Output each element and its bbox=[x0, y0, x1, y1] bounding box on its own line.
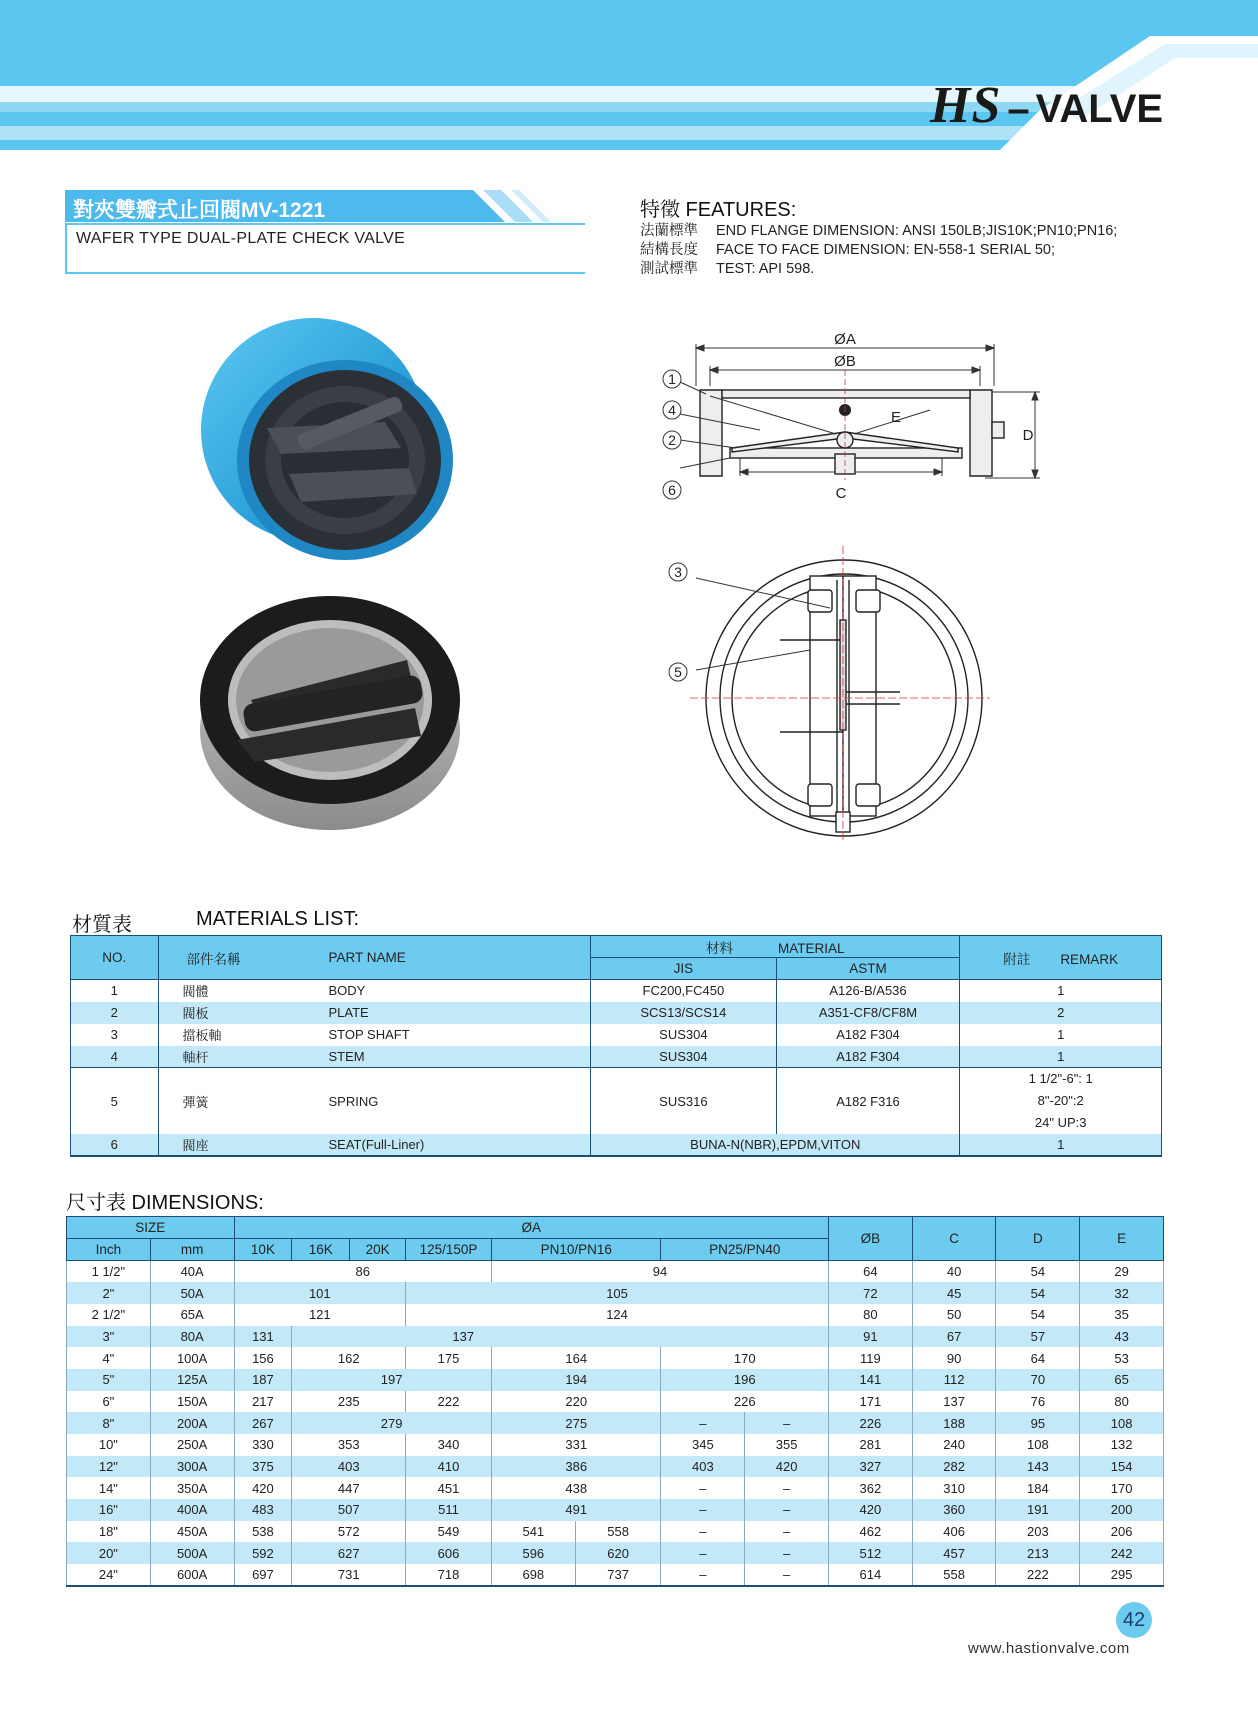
table-cell: 450A bbox=[150, 1521, 234, 1543]
table-cell: 5" bbox=[67, 1369, 151, 1391]
table-cell: 12" bbox=[67, 1456, 151, 1478]
table-cell: 606 bbox=[406, 1542, 492, 1564]
table-cell: – bbox=[661, 1542, 745, 1564]
table-cell: 20" bbox=[67, 1542, 151, 1564]
table-cell: 310 bbox=[912, 1477, 996, 1499]
table-cell: 164 bbox=[491, 1347, 661, 1369]
col-header-e: E bbox=[1080, 1217, 1164, 1261]
table-cell: 451 bbox=[406, 1477, 492, 1499]
table-row: 4 軸杆 STEM SUS304 A182 F304 1 bbox=[71, 1046, 1162, 1068]
table-cell: 483 bbox=[234, 1499, 292, 1521]
table-cell: 538 bbox=[234, 1521, 292, 1543]
table-row: 2 閥板 PLATE SCS13/SCS14 A351-CF8/CF8M 2 bbox=[71, 1002, 1162, 1024]
table-cell: 80A bbox=[150, 1326, 234, 1348]
table-cell: 226 bbox=[829, 1412, 913, 1434]
callout-3: 3 bbox=[674, 564, 682, 580]
table-cell: 162 bbox=[292, 1347, 406, 1369]
col-header-10k: 10K bbox=[234, 1239, 292, 1261]
table-cell: 331 bbox=[491, 1434, 661, 1456]
table-cell: 203 bbox=[996, 1521, 1080, 1543]
table-cell: 40 bbox=[912, 1261, 996, 1283]
table-cell: 70 bbox=[996, 1369, 1080, 1391]
table-cell: 131 bbox=[234, 1326, 292, 1348]
table-cell: 718 bbox=[406, 1564, 492, 1586]
table-row bbox=[67, 1391, 1164, 1413]
table-cell: 226 bbox=[661, 1391, 829, 1413]
table-cell: 731 bbox=[292, 1564, 406, 1586]
table-cell: 620 bbox=[575, 1542, 661, 1564]
table-cell: 420 bbox=[829, 1499, 913, 1521]
table-row bbox=[67, 1282, 1164, 1304]
col-header-mm: mm bbox=[150, 1239, 234, 1261]
table-cell: 572 bbox=[292, 1521, 406, 1543]
table-cell: 132 bbox=[1080, 1434, 1164, 1456]
table-cell: 105 bbox=[406, 1282, 829, 1304]
table-cell: 330 bbox=[234, 1434, 292, 1456]
table-cell: 175 bbox=[406, 1347, 492, 1369]
table-cell: 386 bbox=[491, 1456, 661, 1478]
table-cell: 54 bbox=[996, 1261, 1080, 1283]
table-row bbox=[67, 1369, 1164, 1391]
table-cell: 50A bbox=[150, 1282, 234, 1304]
table-cell: 4" bbox=[67, 1347, 151, 1369]
table-cell: 150A bbox=[150, 1391, 234, 1413]
table-cell: 698 bbox=[491, 1564, 575, 1586]
table-cell: 196 bbox=[661, 1369, 829, 1391]
table-cell: 737 bbox=[575, 1564, 661, 1586]
table-row: 3 擋板軸 STOP SHAFT SUS304 A182 F304 1 bbox=[71, 1024, 1162, 1046]
dim-label-e: E bbox=[890, 409, 902, 426]
table-cell: 124 bbox=[406, 1304, 829, 1326]
table-cell: 222 bbox=[406, 1391, 492, 1413]
table-cell: 72 bbox=[829, 1282, 913, 1304]
col-header-c: C bbox=[912, 1217, 996, 1261]
col-header-remark: 附註 REMARK bbox=[960, 936, 1162, 980]
col-header-pn10-pn16: PN10/PN16 bbox=[491, 1239, 661, 1261]
valve-photo-black bbox=[195, 590, 465, 840]
table-cell: 108 bbox=[1080, 1412, 1164, 1434]
table-cell: 141 bbox=[829, 1369, 913, 1391]
table-cell: 108 bbox=[996, 1434, 1080, 1456]
table-cell: 592 bbox=[234, 1542, 292, 1564]
table-cell: 197 bbox=[292, 1369, 492, 1391]
table-cell: 194 bbox=[491, 1369, 661, 1391]
table-cell: – bbox=[661, 1499, 745, 1521]
table-cell: 213 bbox=[996, 1542, 1080, 1564]
table-cell: 512 bbox=[829, 1542, 913, 1564]
table-cell: 400A bbox=[150, 1499, 234, 1521]
table-cell: 16" bbox=[67, 1499, 151, 1521]
table-cell: 64 bbox=[996, 1347, 1080, 1369]
col-header-16k: 16K bbox=[292, 1239, 350, 1261]
table-row bbox=[67, 1456, 1164, 1478]
table-cell: 282 bbox=[912, 1456, 996, 1478]
col-header-jis: JIS bbox=[591, 958, 776, 980]
table-cell: 137 bbox=[292, 1326, 829, 1348]
table-cell: 24" bbox=[67, 1564, 151, 1586]
col-header-d: D bbox=[996, 1217, 1080, 1261]
table-cell: 240 bbox=[912, 1434, 996, 1456]
brand-dash: – bbox=[1007, 87, 1030, 131]
front-view-drawing bbox=[660, 540, 990, 840]
table-cell: 188 bbox=[912, 1412, 996, 1434]
callout-5: 5 bbox=[674, 664, 682, 680]
col-header-oa: ØA bbox=[234, 1217, 829, 1239]
dim-label-d: D bbox=[1022, 427, 1034, 444]
table-cell: 462 bbox=[829, 1521, 913, 1543]
feature-item: 法蘭標準 END FLANGE DIMENSION: ANSI 150LB;JIS10K;PN10;PN16; bbox=[640, 223, 1118, 239]
col-header-material: 材料 MATERIAL bbox=[591, 936, 960, 958]
table-cell: 457 bbox=[912, 1542, 996, 1564]
table-cell: 355 bbox=[745, 1434, 829, 1456]
table-row bbox=[67, 1347, 1164, 1369]
table-cell: 600A bbox=[150, 1564, 234, 1586]
table-cell: 206 bbox=[1080, 1521, 1164, 1543]
table-cell: – bbox=[661, 1477, 745, 1499]
table-cell: 549 bbox=[406, 1521, 492, 1543]
table-cell: 76 bbox=[996, 1391, 1080, 1413]
table-cell: 64 bbox=[829, 1261, 913, 1283]
brand-valve: VALVE bbox=[1035, 87, 1164, 131]
table-cell: 345 bbox=[661, 1434, 745, 1456]
table-cell: 558 bbox=[575, 1521, 661, 1543]
table-cell: 1 1/2" bbox=[67, 1261, 151, 1283]
table-cell: – bbox=[661, 1521, 745, 1543]
table-cell: – bbox=[745, 1542, 829, 1564]
table-cell: – bbox=[661, 1412, 745, 1434]
features-heading: 特徵 FEATURES: bbox=[640, 199, 797, 221]
col-header-pn25-pn40: PN25/PN40 bbox=[661, 1239, 829, 1261]
valve-photo-blue bbox=[195, 310, 465, 570]
table-cell: 100A bbox=[150, 1347, 234, 1369]
table-cell: – bbox=[745, 1521, 829, 1543]
table-row bbox=[67, 1434, 1164, 1456]
table-row bbox=[67, 1521, 1164, 1543]
callout-6: 6 bbox=[668, 482, 676, 498]
table-cell: 438 bbox=[491, 1477, 661, 1499]
table-cell: 86 bbox=[234, 1261, 491, 1283]
col-header-20k: 20K bbox=[350, 1239, 406, 1261]
brand-logo bbox=[930, 76, 1163, 135]
table-cell: 91 bbox=[829, 1326, 913, 1348]
table-cell: 8" bbox=[67, 1412, 151, 1434]
table-cell: 2" bbox=[67, 1282, 151, 1304]
callout-2: 2 bbox=[668, 432, 676, 448]
brand-hs: HS bbox=[930, 77, 1002, 134]
table-cell: 29 bbox=[1080, 1261, 1164, 1283]
table-cell: 500A bbox=[150, 1542, 234, 1564]
table-cell: 403 bbox=[292, 1456, 406, 1478]
table-cell: 14" bbox=[67, 1477, 151, 1499]
table-cell: – bbox=[745, 1564, 829, 1586]
table-cell: 410 bbox=[406, 1456, 492, 1478]
table-cell: 65A bbox=[150, 1304, 234, 1326]
feature-item: 結構長度 FACE TO FACE DIMENSION: EN-558-1 SERIAL 50; bbox=[640, 242, 1055, 258]
table-cell: 627 bbox=[292, 1542, 406, 1564]
table-cell: 171 bbox=[829, 1391, 913, 1413]
product-title-english: WAFER TYPE DUAL-PLATE CHECK VALVE bbox=[76, 230, 406, 247]
table-cell: 35 bbox=[1080, 1304, 1164, 1326]
table-cell: 18" bbox=[67, 1521, 151, 1543]
table-cell: 101 bbox=[234, 1282, 406, 1304]
table-cell: 350A bbox=[150, 1477, 234, 1499]
table-cell: 267 bbox=[234, 1412, 292, 1434]
table-cell: 403 bbox=[661, 1456, 745, 1478]
table-cell: 327 bbox=[829, 1456, 913, 1478]
table-cell: 184 bbox=[996, 1477, 1080, 1499]
table-cell: 53 bbox=[1080, 1347, 1164, 1369]
materials-heading-en: MATERIALS LIST: bbox=[196, 908, 360, 930]
table-cell: 121 bbox=[234, 1304, 406, 1326]
col-header-size: SIZE bbox=[67, 1217, 235, 1239]
table-cell: 54 bbox=[996, 1282, 1080, 1304]
table-cell: 242 bbox=[1080, 1542, 1164, 1564]
dimensions-heading: 尺寸表 DIMENSIONS: bbox=[66, 1192, 264, 1214]
dimensions-table bbox=[66, 1216, 1164, 1587]
table-row bbox=[67, 1412, 1164, 1434]
table-cell: 112 bbox=[912, 1369, 996, 1391]
table-cell: 275 bbox=[491, 1412, 661, 1434]
table-cell: 200A bbox=[150, 1412, 234, 1434]
product-title-chinese: 對夾雙瓣式止回閥MV-1221 bbox=[73, 199, 326, 222]
table-cell: 491 bbox=[491, 1499, 661, 1521]
callout-1: 1 bbox=[668, 371, 676, 387]
table-cell: 420 bbox=[745, 1456, 829, 1478]
table-row bbox=[67, 1477, 1164, 1499]
materials-table bbox=[70, 935, 1162, 1157]
table-row bbox=[67, 1542, 1164, 1564]
table-cell: 511 bbox=[406, 1499, 492, 1521]
col-header-125-150p: 125/150P bbox=[406, 1239, 492, 1261]
col-header-no: NO. bbox=[71, 936, 159, 980]
table-row bbox=[67, 1564, 1164, 1586]
table-cell: 6" bbox=[67, 1391, 151, 1413]
table-cell: 57 bbox=[996, 1326, 1080, 1348]
table-cell: 406 bbox=[912, 1521, 996, 1543]
table-cell: 170 bbox=[661, 1347, 829, 1369]
table-cell: 80 bbox=[1080, 1391, 1164, 1413]
table-cell: 507 bbox=[292, 1499, 406, 1521]
table-cell: 362 bbox=[829, 1477, 913, 1499]
table-cell: 2 1/2" bbox=[67, 1304, 151, 1326]
table-cell: 420 bbox=[234, 1477, 292, 1499]
table-cell: – bbox=[745, 1412, 829, 1434]
table-cell: 67 bbox=[912, 1326, 996, 1348]
table-cell: 300A bbox=[150, 1456, 234, 1478]
table-cell: 94 bbox=[491, 1261, 828, 1283]
table-row: 1 閥體 BODY FC200,FC450 A126-B/A536 1 bbox=[71, 980, 1162, 1002]
table-cell: 3" bbox=[67, 1326, 151, 1348]
table-cell: 250A bbox=[150, 1434, 234, 1456]
table-row bbox=[67, 1304, 1164, 1326]
table-cell: 143 bbox=[996, 1456, 1080, 1478]
materials-heading-cn: 材質表 bbox=[72, 914, 132, 936]
table-cell: 50 bbox=[912, 1304, 996, 1326]
col-header-ob: ØB bbox=[829, 1217, 913, 1261]
table-cell: 558 bbox=[912, 1564, 996, 1586]
callout-4: 4 bbox=[668, 402, 676, 418]
table-cell: 614 bbox=[829, 1564, 913, 1586]
table-cell: 54 bbox=[996, 1304, 1080, 1326]
table-cell: 200 bbox=[1080, 1499, 1164, 1521]
table-cell: 156 bbox=[234, 1347, 292, 1369]
table-cell: 295 bbox=[1080, 1564, 1164, 1586]
table-cell: 353 bbox=[292, 1434, 406, 1456]
table-row: 6 閥座 SEAT(Full-Liner) BUNA-N(NBR),EPDM,VITON 1 bbox=[71, 1134, 1162, 1156]
col-header-part-en: PART NAME bbox=[241, 936, 591, 980]
website-link[interactable]: www.hastionvalve.com bbox=[968, 1640, 1130, 1657]
table-cell: 235 bbox=[292, 1391, 406, 1413]
col-header-astm: ASTM bbox=[776, 958, 960, 980]
table-cell: 10" bbox=[67, 1434, 151, 1456]
table-cell: 541 bbox=[491, 1521, 575, 1543]
table-cell: – bbox=[745, 1499, 829, 1521]
col-header-inch: Inch bbox=[67, 1239, 151, 1261]
table-cell: 340 bbox=[406, 1434, 492, 1456]
table-cell: 222 bbox=[996, 1564, 1080, 1586]
table-cell: 220 bbox=[491, 1391, 661, 1413]
table-cell: – bbox=[661, 1564, 745, 1586]
table-cell: – bbox=[745, 1477, 829, 1499]
table-cell: 80 bbox=[829, 1304, 913, 1326]
table-row bbox=[67, 1261, 1164, 1283]
table-cell: 137 bbox=[912, 1391, 996, 1413]
table-cell: 360 bbox=[912, 1499, 996, 1521]
table-cell: 40A bbox=[150, 1261, 234, 1283]
table-cell: 43 bbox=[1080, 1326, 1164, 1348]
table-cell: 154 bbox=[1080, 1456, 1164, 1478]
table-cell: 191 bbox=[996, 1499, 1080, 1521]
table-cell: 119 bbox=[829, 1347, 913, 1369]
col-header-part-cn: 部件名稱 bbox=[158, 936, 241, 980]
table-cell: 697 bbox=[234, 1564, 292, 1586]
table-row: 5 彈簧 SPRING SUS316 A182 F316 1 1/2"-6": 1 8"-20":2 24" UP:3 bbox=[71, 1068, 1162, 1135]
table-cell: 447 bbox=[292, 1477, 406, 1499]
table-cell: 170 bbox=[1080, 1477, 1164, 1499]
table-cell: 65 bbox=[1080, 1369, 1164, 1391]
table-cell: 279 bbox=[292, 1412, 492, 1434]
table-cell: 45 bbox=[912, 1282, 996, 1304]
table-cell: 281 bbox=[829, 1434, 913, 1456]
page-number: 42 bbox=[1116, 1602, 1152, 1638]
section-view-drawing bbox=[640, 330, 1050, 520]
table-cell: 217 bbox=[234, 1391, 292, 1413]
dim-label-oa: ØA bbox=[834, 331, 856, 348]
table-cell: 95 bbox=[996, 1412, 1080, 1434]
dim-label-ob: ØB bbox=[834, 353, 856, 370]
table-row bbox=[67, 1499, 1164, 1521]
table-cell: 125A bbox=[150, 1369, 234, 1391]
table-cell: 90 bbox=[912, 1347, 996, 1369]
dim-label-c: C bbox=[835, 485, 847, 502]
table-cell: 32 bbox=[1080, 1282, 1164, 1304]
table-cell: 596 bbox=[491, 1542, 575, 1564]
table-row bbox=[67, 1326, 1164, 1348]
table-cell: 375 bbox=[234, 1456, 292, 1478]
feature-item: 測試標準 TEST: API 598. bbox=[640, 261, 815, 277]
table-cell: 187 bbox=[234, 1369, 292, 1391]
